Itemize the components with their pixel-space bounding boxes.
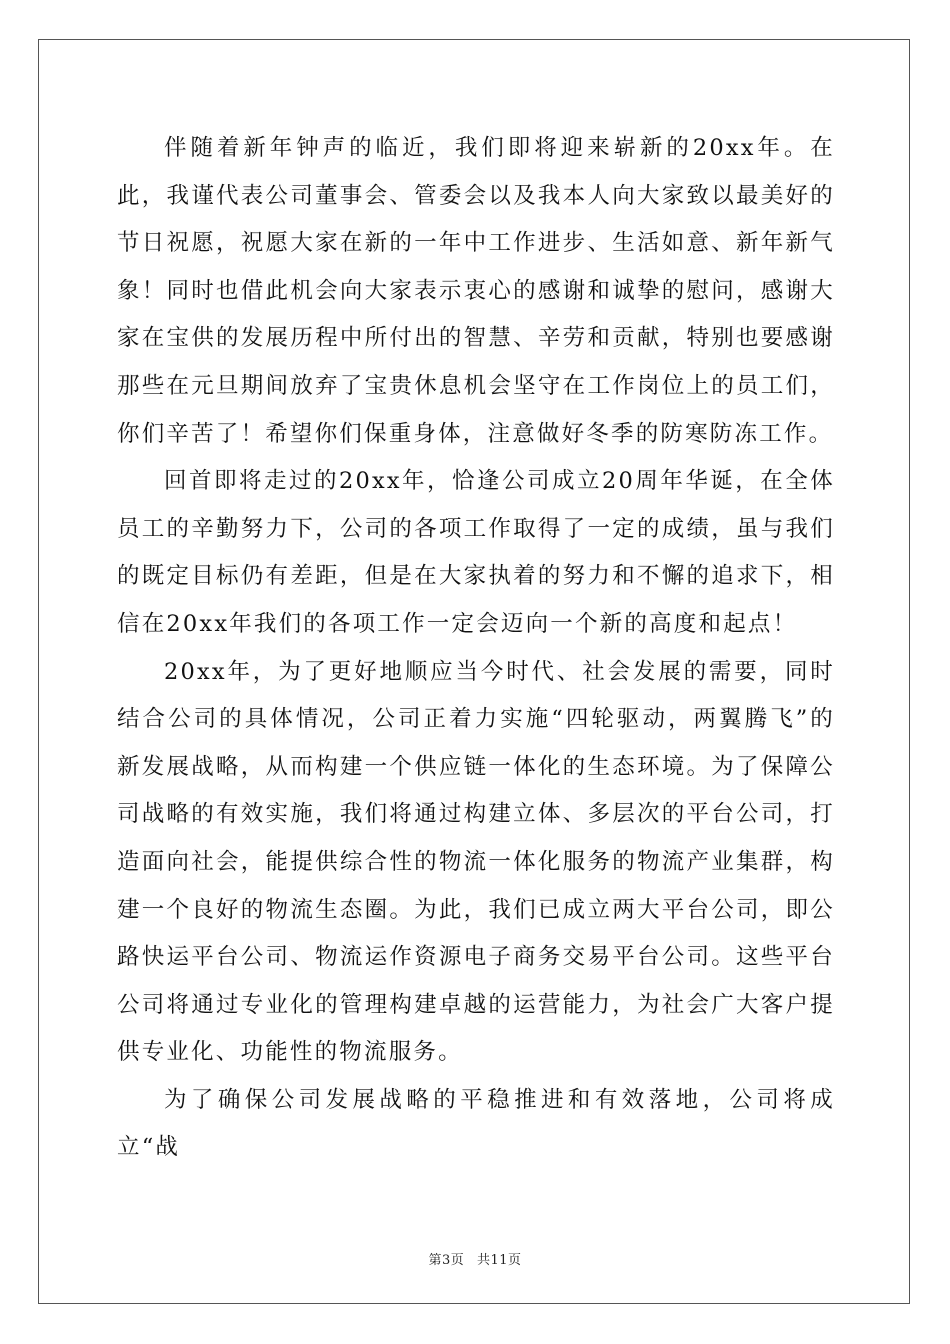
page-total: 共11页: [476, 1253, 522, 1268]
paragraph-4: 为了确保公司发展战略的平稳推进和有效落地，公司将成立“战: [117, 1086, 835, 1161]
page-number: 第3页: [428, 1253, 465, 1268]
document-body: [117, 125, 835, 1172]
paragraph-1: 伴随着新年钟声的临近，我们即将迎来崭新的20xx年。在此，我谨代表公司董事会、管委会以及我本人向大家致以最美好的节日祝愿，祝愿大家在新的一年中工作进步、生活如意、新年新气象！同时也借此机会向大家表示衷心的感谢和诚挚的慰问，感谢大家在宝供的发展历程中所付出的智慧、辛劳和贡献，特别也要感谢那些在元旦期间放弃了宝贵休息机会坚守在工作岗位上的员工们，你们辛苦了！希望你们保重身体，注意做好冬季的防寒防冻工作。: [117, 135, 835, 447]
page-footer: [0, 1249, 950, 1268]
paragraph-2: 回首即将走过的20xx年，恰逢公司成立20周年华诞，在全体员工的辛勤努力下，公司的各项工作取得了一定的成绩，虽与我们的既定目标仍有差距，但是在大家执着的努力和不懈的追求下，相信在20xx年我们的各项工作一定会迈向一个新的高度和起点！: [117, 468, 835, 637]
paragraph-3: 20xx年，为了更好地顺应当今时代、社会发展的需要，同时结合公司的具体情况，公司正着力实施“四轮驱动，两翼腾飞”的新发展战略，从而构建一个供应链一体化的生态环境。为了保障公司战略的有效实施，我们将通过构建立体、多层次的平台公司，打造面向社会，能提供综合性的物流一体化服务的物流产业集群，构建一个良好的物流生态圈。为此，我们已成立两大平台公司，即公路快运平台公司、物流运作资源电子商务交易平台公司。这些平台公司将通过专业化的管理构建卓越的运营能力，为社会广大客户提供专业化、功能性的物流服务。: [117, 658, 835, 1066]
